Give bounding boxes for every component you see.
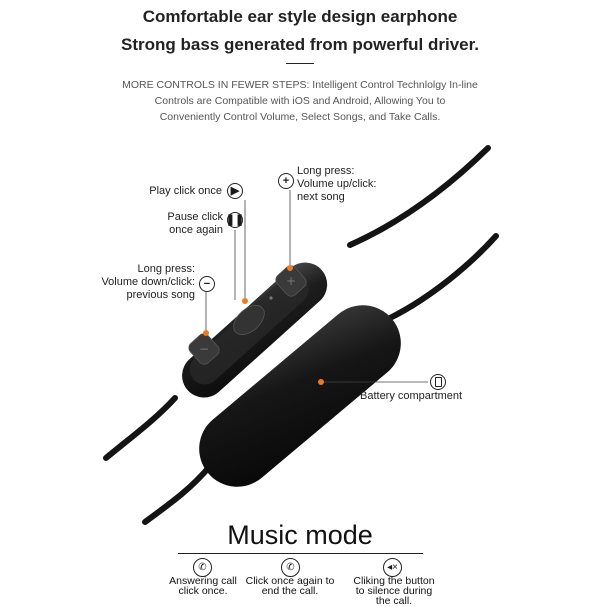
pause-callout-label: Pause click once again <box>167 211 223 236</box>
svg-text:−: − <box>198 342 210 356</box>
feature-description: MORE CONTROLS IN FEWER STEPS: Intelligent Control Technlolgy In-line Controls are Compatible with iOS and Android, Allowing You to Conveniently Control Volume, Select Songs, and Take Calls. <box>122 79 478 123</box>
svg-text:+: + <box>285 274 297 288</box>
volume-up-button-marker <box>287 265 293 271</box>
page-subtitle: Strong bass generated from powerful driver. <box>120 35 480 54</box>
music-mode-title: Music mode <box>227 520 373 550</box>
end-call-caption: Click once again to end the call. <box>245 575 335 597</box>
battery-icon <box>430 374 446 390</box>
mute-caption: Cliking the button to silence during the call. <box>353 575 435 607</box>
play-button-marker <box>242 298 248 304</box>
pause-icon: ❚❚ <box>227 212 243 228</box>
battery-marker <box>318 379 324 385</box>
battery-callout-label: Battery compartment <box>360 390 463 402</box>
phone-end-icon: ✆ <box>281 558 300 577</box>
play-icon: ▶ <box>227 183 243 199</box>
music-mode-divider <box>178 553 423 554</box>
volume-up-callout-label: Long press: Volume up/click: next song <box>297 165 377 203</box>
mute-icon: ◂× <box>383 558 402 577</box>
volume-down-button-marker <box>203 330 209 336</box>
minus-icon: − <box>199 276 215 292</box>
page-title: Comfortable ear style design earphone <box>142 7 458 26</box>
answer-call-caption: Answering call click once. <box>169 575 237 597</box>
volume-down-callout-label: Long press: Volume down/click: previous song <box>101 263 195 301</box>
play-callout-label: Play click once <box>149 185 222 197</box>
phone-icon: ✆ <box>193 558 212 577</box>
plus-icon: + <box>278 173 294 189</box>
